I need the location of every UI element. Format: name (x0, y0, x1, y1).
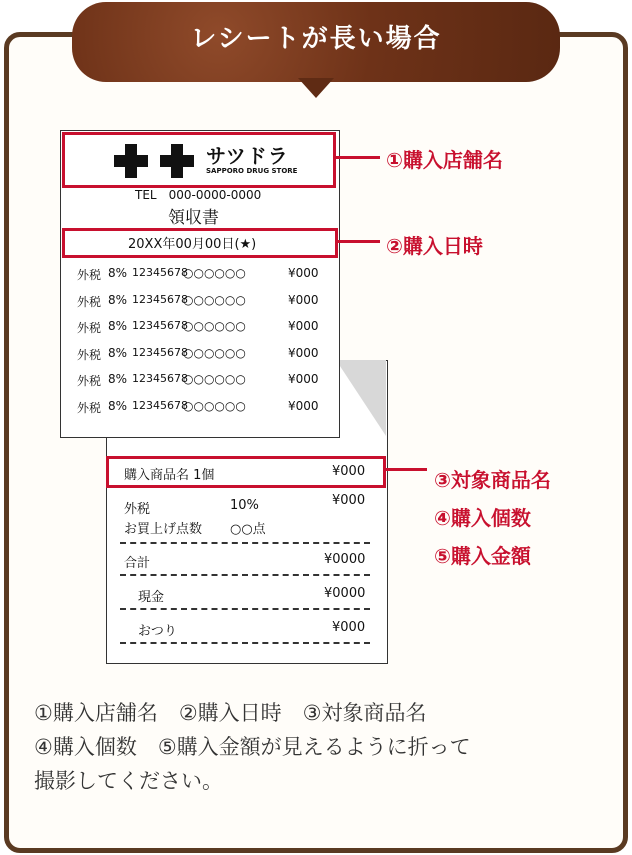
line-item-tax: 外税 (77, 401, 102, 415)
line-item-code: 12345678 (132, 372, 188, 385)
line-item-tax: 外税 (77, 321, 102, 335)
line-item-tax: 外税 (77, 268, 102, 282)
page-title: レシートが長い場合 (190, 24, 442, 54)
line-item-tax: 外税 (77, 348, 102, 362)
tax-rate: 10% (230, 498, 259, 513)
cash-value: ¥0000 (324, 586, 366, 601)
points-value: ○○点 (230, 522, 266, 537)
store-tel: TEL 000-0000-0000 (135, 188, 262, 202)
instruction-line: ④購入個数 ⑤購入金額が見えるように折って (34, 735, 471, 759)
logo-name: サツドラ (206, 144, 289, 168)
divider (120, 642, 370, 644)
instruction-line: ①購入店舗名 ②購入日時 ③対象商品名 (34, 701, 427, 725)
change-label: おつり (138, 624, 177, 639)
line-item-code: 12345678 (132, 319, 188, 332)
highlight-store-name (62, 132, 336, 188)
line-item-code: 12345678 (132, 346, 188, 359)
line-item-name: ○○○○○○ (183, 319, 246, 333)
line-item-rate: 8% (108, 266, 128, 280)
purchase-datetime: 20XX年00月00日(★) (128, 237, 257, 252)
highlight-product (106, 456, 386, 488)
callout-datetime: ②購入日時 (386, 234, 483, 258)
line-item-price: ¥000 (288, 319, 319, 333)
callout-line-1 (336, 156, 380, 159)
callout-line-3 (383, 468, 427, 471)
total-label: 合計 (124, 556, 151, 571)
line-item-tax: 外税 (77, 374, 102, 388)
line-item-name: ○○○○○○ (183, 293, 246, 307)
line-item-name: ○○○○○○ (183, 266, 246, 280)
line-item-rate: 8% (108, 372, 128, 386)
change-value: ¥000 (332, 620, 366, 635)
line-item-price: ¥000 (288, 293, 319, 307)
line-item-price: ¥000 (288, 346, 319, 360)
product-price: ¥000 (332, 464, 366, 479)
line-item-price: ¥000 (288, 372, 319, 386)
callout-quantity: ④購入個数 (434, 506, 531, 530)
tax-label: 外税 (124, 502, 151, 517)
line-item-price: ¥000 (288, 266, 319, 280)
line-item-code: 12345678 (132, 293, 188, 306)
title-banner-pointer (298, 78, 334, 98)
points-label: お買上げ点数 (124, 522, 203, 537)
line-item-rate: 8% (108, 293, 128, 307)
line-item-price: ¥000 (288, 399, 319, 413)
instruction-line: 撮影してください。 (34, 769, 223, 793)
logo-subtitle: SAPPORO DRUG STORE (206, 167, 298, 175)
total-value: ¥0000 (324, 552, 366, 567)
line-item-code: 12345678 (132, 266, 188, 279)
divider (120, 574, 370, 576)
cash-label: 現金 (138, 590, 165, 605)
line-item-rate: 8% (108, 346, 128, 360)
callout-amount: ⑤購入金額 (434, 544, 531, 568)
instructions (34, 696, 604, 798)
callout-line-2 (336, 240, 380, 243)
callout-store-name: ①購入店舗名 (386, 148, 503, 172)
tax-value: ¥000 (332, 493, 366, 508)
line-item-name: ○○○○○○ (183, 346, 246, 360)
receipt-title: 領収書 (168, 208, 219, 228)
line-item-tax: 外税 (77, 295, 102, 309)
line-item-rate: 8% (108, 319, 128, 333)
line-item-name: ○○○○○○ (183, 372, 246, 386)
callout-product-name: ③対象商品名 (434, 468, 551, 492)
divider (120, 542, 370, 544)
line-item-code: 12345678 (132, 399, 188, 412)
line-item-name: ○○○○○○ (183, 399, 246, 413)
product-name: 購入商品名 1個 (124, 468, 215, 483)
line-item-rate: 8% (108, 399, 128, 413)
divider (120, 608, 370, 610)
receipt-fold-corner (336, 360, 386, 436)
